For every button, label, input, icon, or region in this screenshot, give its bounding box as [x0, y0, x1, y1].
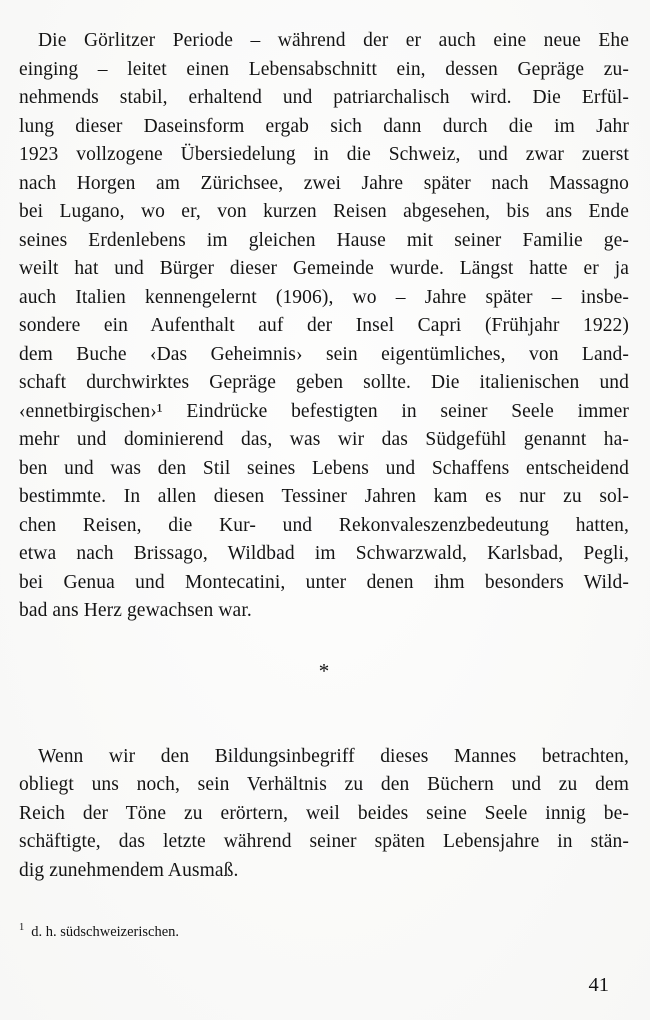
- text-line: 1923 vollzogene Übersiedelung in die Schweiz, und zwar zuerst: [19, 144, 629, 165]
- text-line: dig zunehmendem Ausmaß.: [19, 859, 239, 881]
- text-line: etwa nach Brissago, Wildbad im Schwarzwald, Karlsbad, Pegli,: [19, 543, 629, 564]
- text-line: nach Horgen am Zürichsee, zwei Jahre später nach Massagno: [19, 172, 629, 194]
- page-number: 41: [588, 974, 609, 996]
- text-line: nehmends stabil, erhaltend und patriarchalisch wird. Die Erfül-: [19, 87, 629, 108]
- text-line: bei Genua und Montecatini, unter denen ihm besonders Wild-: [19, 571, 629, 593]
- text-line: lung dieser Daseinsform ergab sich dann durch die im Jahr: [19, 115, 629, 137]
- footnote: [19, 922, 629, 942]
- text-line: chen Reisen, die Kur- und Rekonvaleszenzbedeutung hatten,: [19, 514, 629, 536]
- text-line: obliegt uns noch, sein Verhältnis zu den Büchern und zu dem: [19, 774, 629, 795]
- text-line: einging – leitet einen Lebensabschnitt ein, dessen Gepräge zu-: [19, 58, 629, 80]
- text-line: seines Erdenlebens im gleichen Hause mit seiner Familie ge-: [19, 229, 629, 251]
- text-line: sondere ein Aufenthalt auf der Insel Capri (Frühjahr 1922): [19, 315, 629, 336]
- text-line: weilt hat und Bürger dieser Gemeinde wurde. Längst hatte er ja: [19, 258, 629, 279]
- paragraph: [19, 27, 629, 626]
- text-line: bestimmte. In allen diesen Tessiner Jahren kam es nur zu sol-: [19, 486, 629, 507]
- text-line: mehr und dominierend das, was wir das Südgefühl genannt ha-: [19, 429, 629, 450]
- text-line: Wenn wir den Bildungsinbegriff dieses Mannes betrachten,: [38, 745, 629, 767]
- text-line: schaft durchwirktes Gepräge geben sollte. Die italienischen und: [19, 372, 629, 393]
- footnote-text: d. h. südschweizerischen.: [31, 924, 180, 940]
- paragraph: [19, 743, 629, 886]
- footnote-marker: 1: [19, 922, 25, 934]
- text-line: schäftigte, das letzte während seiner späten Lebensjahre in stän-: [19, 831, 629, 852]
- text-line: bei Lugano, wo er, von kurzen Reisen abgesehen, bis ans Ende: [19, 201, 629, 222]
- text-line: Die Görlitzer Periode – während der er auch eine neue Ehe: [38, 30, 629, 51]
- text-line: bad ans Herz gewachsen war.: [19, 600, 252, 621]
- text-line: ‹ennetbirgischen›¹ Eindrücke befestigten in seiner Seele immer: [19, 400, 629, 422]
- text-line: auch Italien kennengelernt (1906), wo – Jahre später – insbe-: [19, 286, 629, 308]
- text-block: [19, 27, 629, 942]
- text-line: Reich der Töne zu erörtern, weil beides seine Seele innig be-: [19, 802, 629, 824]
- text-line: ben und was den Stil seines Lebens und Schaffens entscheidend: [19, 457, 629, 479]
- text-line: dem Buche ‹Das Geheimnis› sein eigentümliches, von Land-: [19, 343, 629, 365]
- section-break-asterisk: *: [318, 658, 330, 683]
